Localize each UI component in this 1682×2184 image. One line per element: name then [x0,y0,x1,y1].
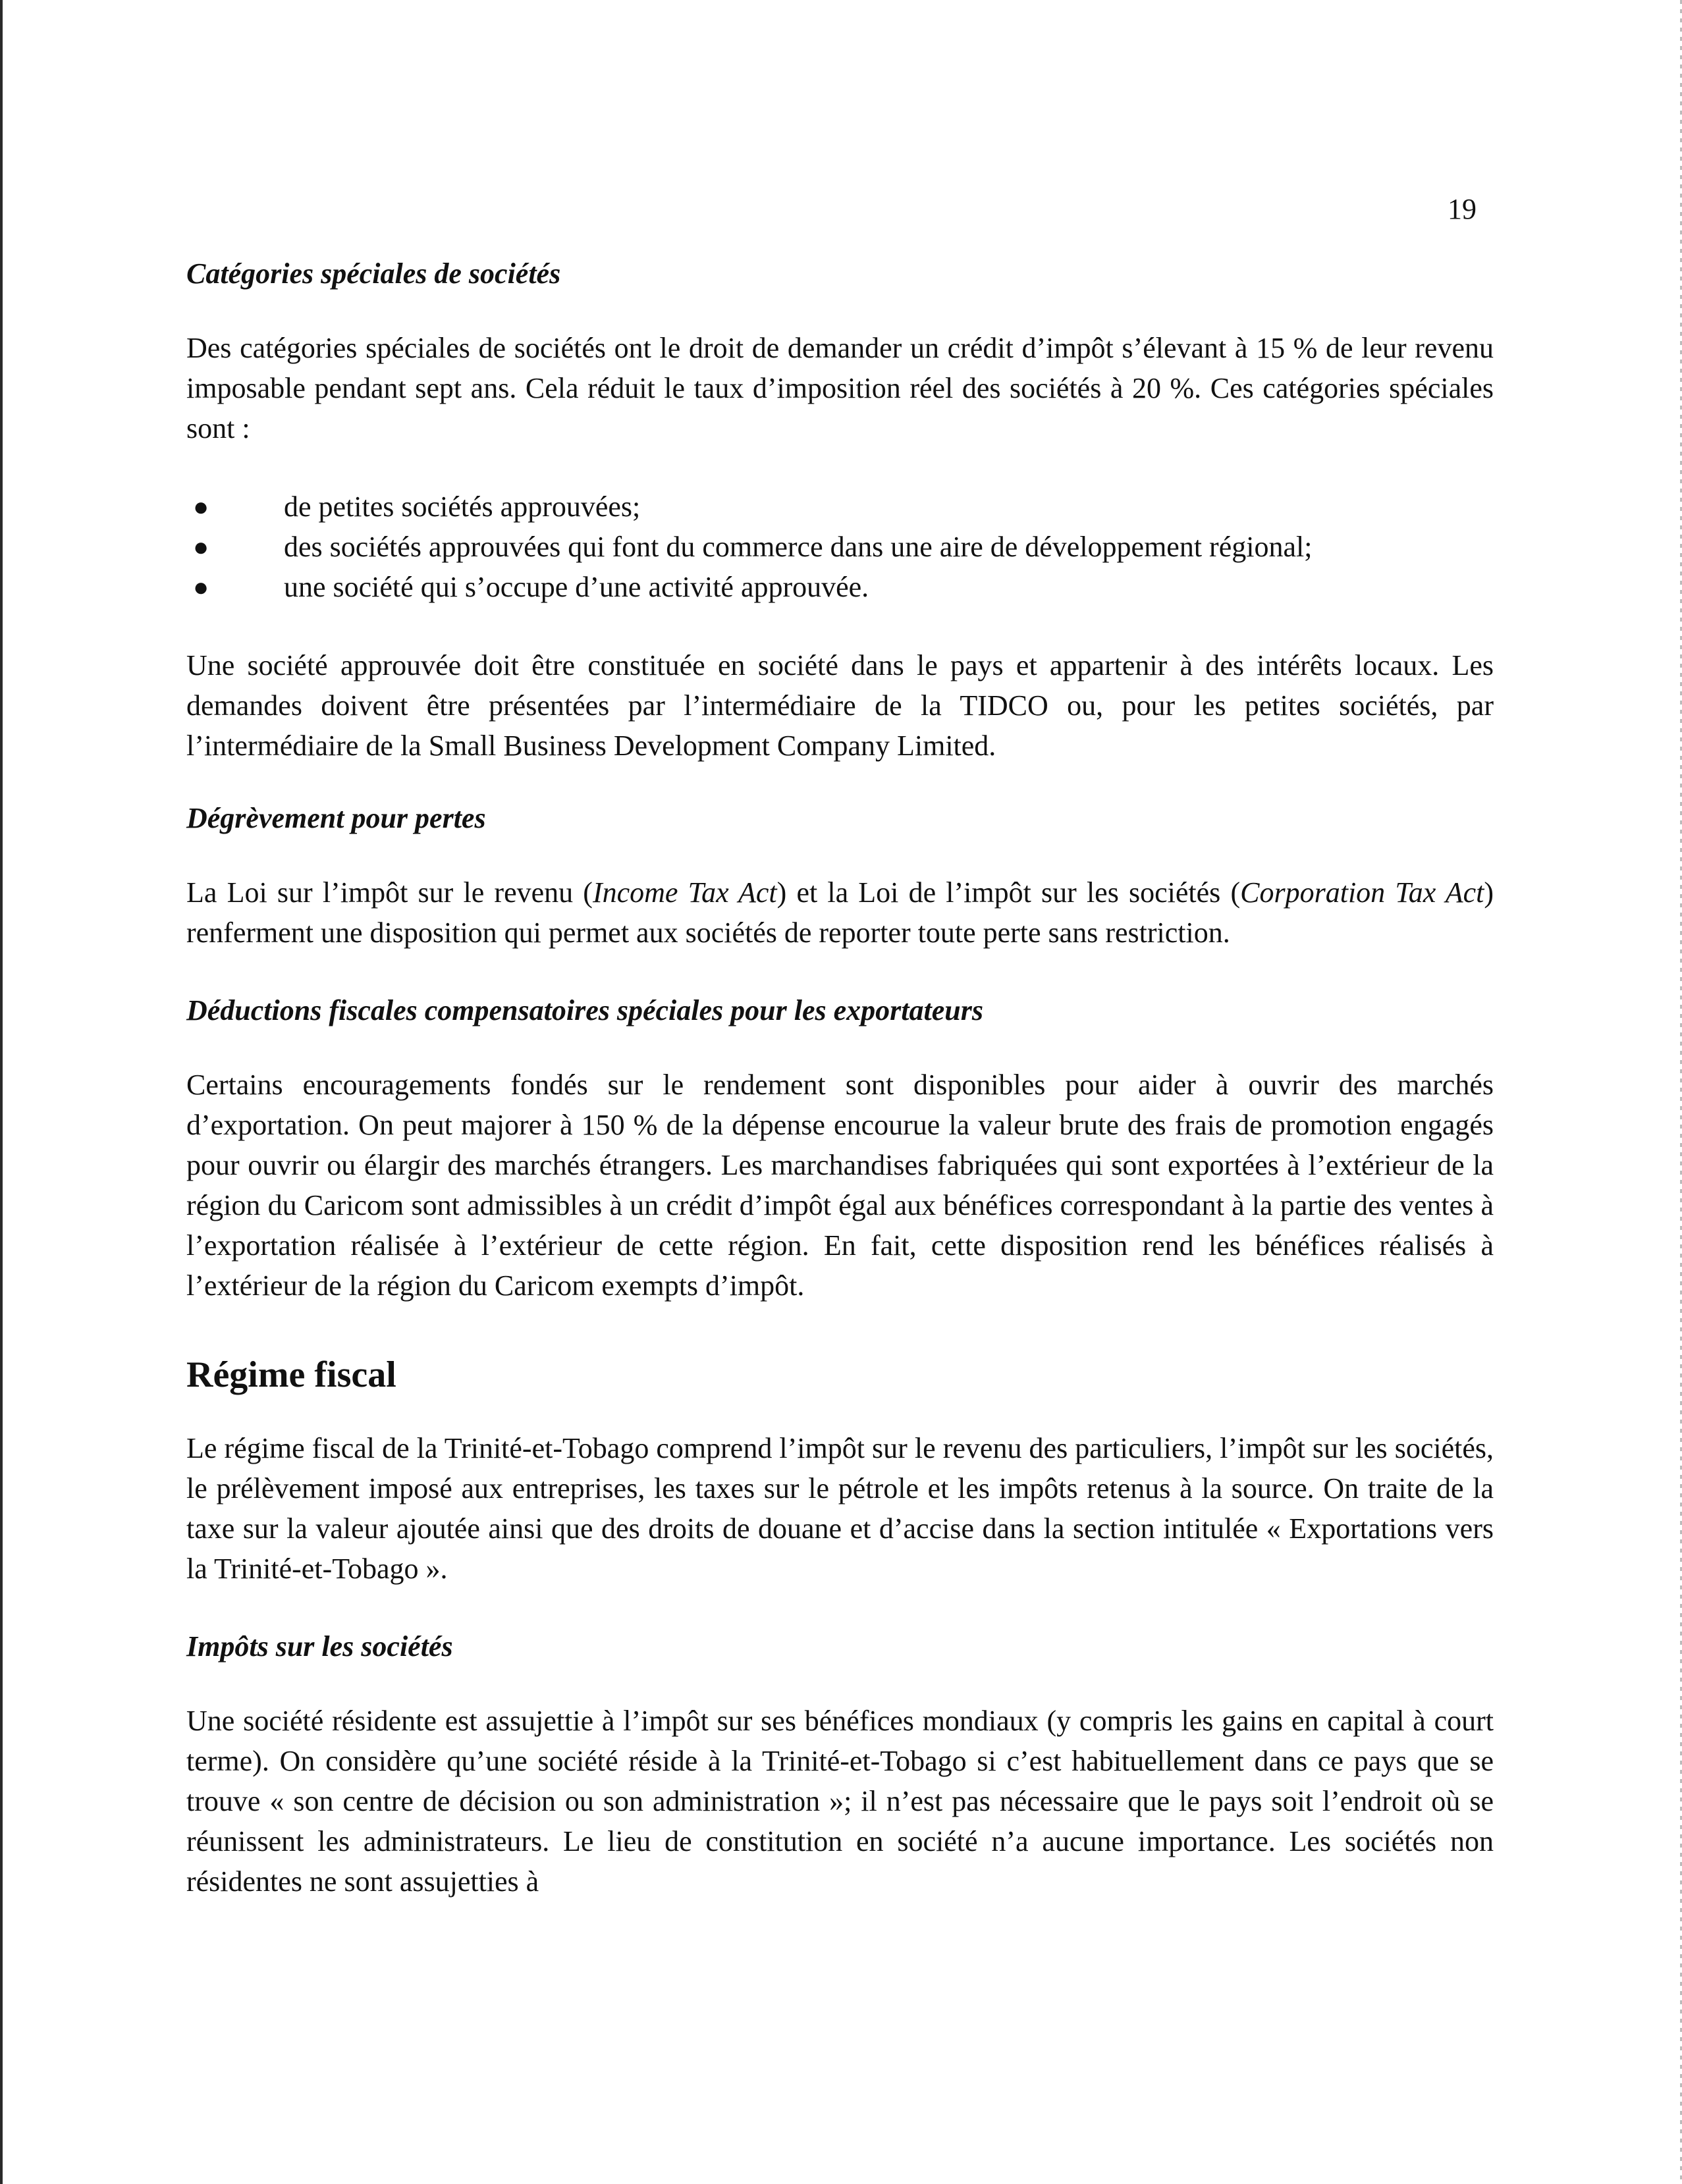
heading-loss-relief: Dégrèvement pour pertes [186,802,486,834]
scan-edge-left [0,0,3,2184]
page-content [186,254,1494,1940]
corporation-tax-act-title: Corporation Tax Act [1240,876,1484,909]
list-item [186,567,1494,607]
list-item-text: de petites sociétés approuvées; [284,491,641,523]
list-item [186,487,1494,527]
income-tax-act-title: Income Tax Act [592,876,777,909]
heading-export-deductions: Déductions fiscales compensatoires spéciales pour les exportateurs [186,994,983,1026]
export-deductions-paragraph: Certains encouragements fondés sur le rendement sont disponibles pour aider à ouvrir des marchés d’exportation. On peut majorer à 150 % de la dépense encourue la valeur brute des frais de promotion engagés pour ouvrir ou élargir des marchés étrangers. Les marchandises fabriquées qui sont exportées à l’extérieur de la région du Caricom sont admissibles à un crédit d’impôt égal aux bénéfices correspondant à la partie des ventes à l’exportation réalisée à l’extérieur de cette région. En fait, cette disposition rend les bénéfices réalisés à l’extérieur de la région du Caricom exempts d’impôt. [186,1069,1494,1302]
corporate-tax-paragraph: Une société résidente est assujettie à l’impôt sur ses bénéfices mondiaux (y compris les gains en capital à court terme). On considère qu’une société réside à la Trinité-et-Tobago si c’est habituellement dans ce pays que se trouve « son centre de décision ou son administration »; il n’est pas nécessaire que le pays soit l’endroit où se réunissent les administrateurs. Le lieu de constitution en société n’a aucune importance. Les sociétés non résidentes ne sont assujetties à [186,1705,1494,1898]
list-item [186,527,1494,567]
bullet-icon: ● [193,492,209,521]
special-categories-intro: Des catégories spéciales de sociétés ont le droit de demander un crédit d’impôt s’élevant à 15 % de leur revenu imposable pendant sept ans. Cela réduit le taux d’imposition réel des sociétés à 20 %. Ces catégories spéciales sont : [186,332,1494,444]
loss-relief-text-1: La Loi sur l’impôt sur le revenu ( [186,876,593,909]
list-item-text: une société qui s’occupe d’une activité approuvée. [284,571,869,603]
loss-relief-paragraph [186,872,1494,953]
heading-corporate-tax: Impôts sur les sociétés [186,1630,453,1663]
loss-relief-text-3: ) renferment une disposition qui permet aux sociétés de reporter toute perte sans restriction. [186,876,1494,949]
heading-tax-regime: Régime fiscal [186,1354,396,1395]
page-number: 19 [1448,193,1477,225]
bullet-icon: ● [193,532,209,562]
list-item-text: des sociétés approuvées qui font du commerce dans une aire de développement régional; [284,531,1313,563]
bullet-icon: ● [193,572,209,602]
special-categories-list [186,487,1494,607]
loss-relief-text-2: ) et la Loi de l’impôt sur les sociétés ( [776,876,1241,909]
heading-special-categories: Catégories spéciales de sociétés [186,257,561,290]
special-categories-closing: Une société approuvée doit être constituée en société dans le pays et appartenir à des intérêts locaux. Les demandes doivent être présentées par l’intermédiaire de la TIDCO ou, pour les petites sociétés, par l’intermédiaire de la Small Business Development Company Limited. [186,649,1494,762]
tax-regime-paragraph: Le régime fiscal de la Trinité-et-Tobago comprend l’impôt sur le revenu des particuliers, l’impôt sur les sociétés, le prélèvement imposé aux entreprises, les taxes sur le pétrole et les impôts retenus à la source. On traite de la taxe sur la valeur ajoutée ainsi que des droits de douane et d’accise dans la section intitulée « Exportations vers la Trinité-et-Tobago ». [186,1432,1494,1585]
